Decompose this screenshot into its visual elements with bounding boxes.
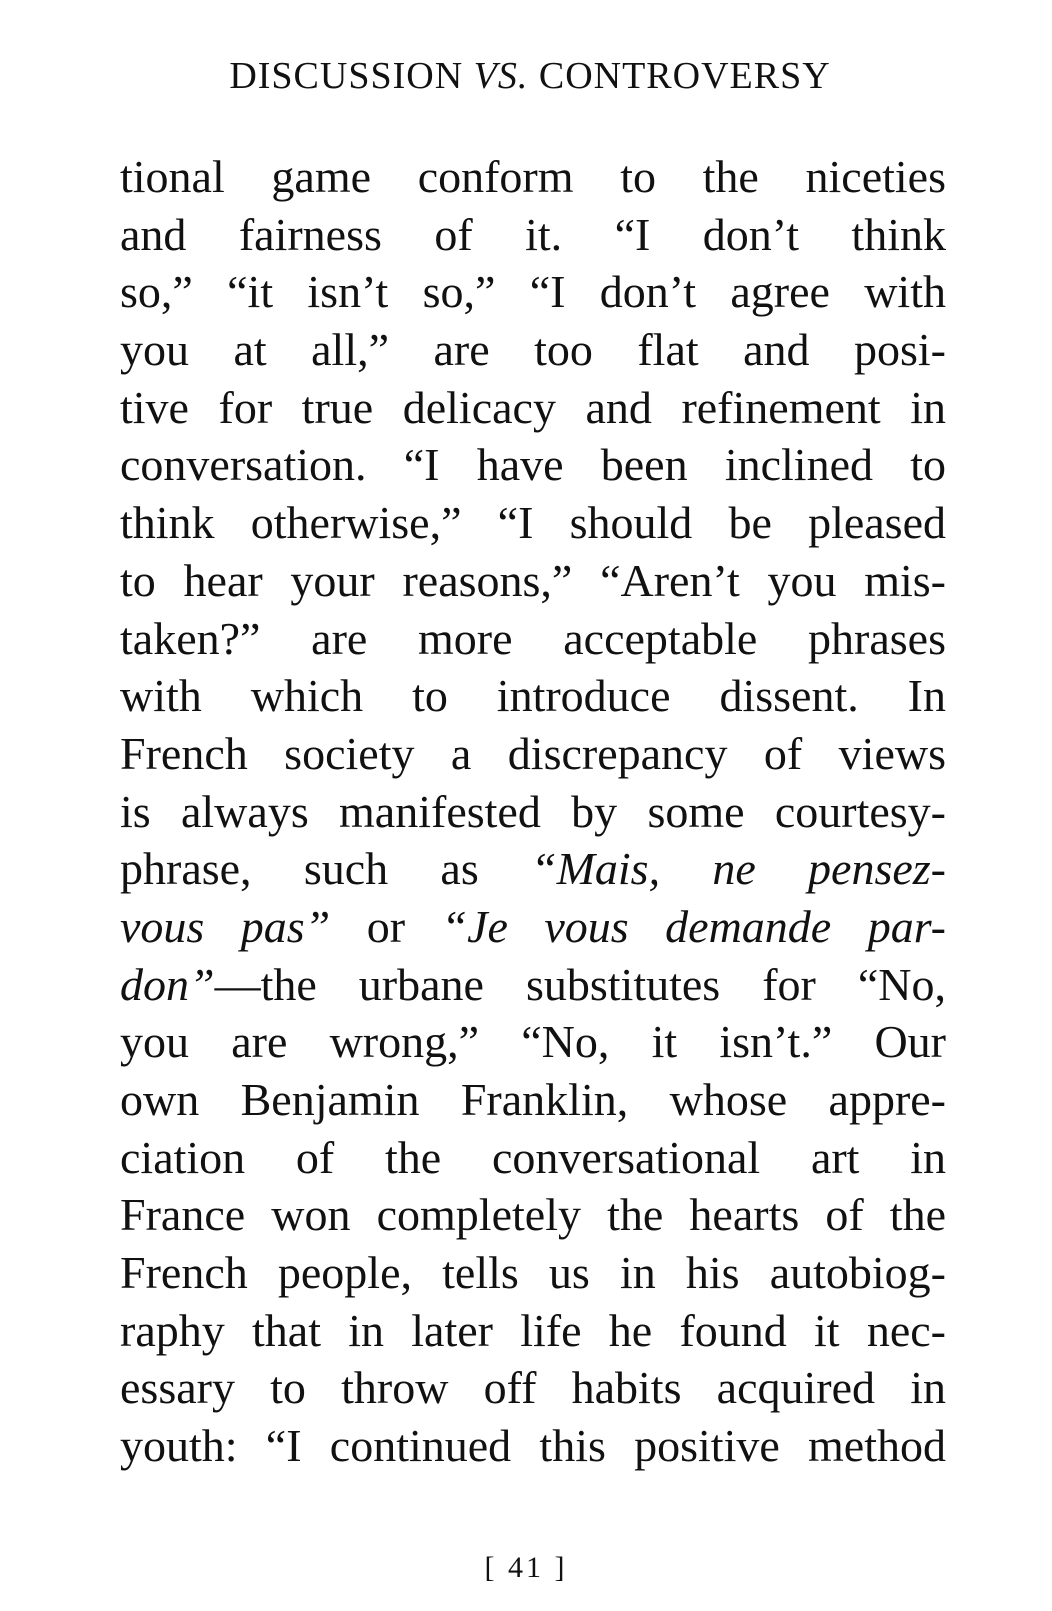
text-line-17: own Benjamin Franklin, whose appre- <box>120 1074 946 1125</box>
text-line-19: France won completely the hearts of the <box>120 1189 946 1241</box>
text-line-22: essary to throw off habits acquired in <box>120 1362 946 1414</box>
text-line-8: to hear your reasons,” “Aren’t you mis- <box>120 554 946 606</box>
text-line-9: taken?” are more acceptable phrases <box>120 612 946 664</box>
text-line-11: French society a discrepancy of views <box>120 727 946 779</box>
text-line-12: is always manifested by some courtesy- <box>120 785 946 837</box>
text-line-13-roman: phrase, such as <box>120 843 531 895</box>
text-line-16: you are wrong,” “No, it isn’t.” Our <box>120 1016 946 1068</box>
text-line-14-italic-1: vous pas” <box>120 900 331 952</box>
text-line-15-italic: don” <box>120 958 215 1010</box>
text-line-18: ciation of the conversational art in <box>120 1131 946 1183</box>
text-line-7: think otherwise,” “I should be pleased <box>120 497 946 549</box>
text-line-2: and fairness of it. “I don’t think <box>120 208 946 260</box>
running-head-part-2: VS. <box>473 55 529 97</box>
text-line-20: French people, tells us in his autobiog- <box>120 1247 946 1299</box>
text-line-14-italic-2: “Je vous demande par- <box>441 900 946 952</box>
running-head <box>120 46 940 106</box>
page-number: [ 41 ] <box>484 1551 568 1584</box>
text-line-10: with which to introduce dissent. In <box>120 670 946 722</box>
text-line-6: conversation. “I have been inclined to <box>120 439 946 491</box>
running-head-part-1: DISCUSSION <box>229 55 464 97</box>
text-line-14-roman: or <box>330 900 442 952</box>
text-line-4: you at all,” are too flat and posi- <box>120 324 946 376</box>
text-line-1: tional game conform to the niceties <box>120 151 946 202</box>
text-line-3: so,” “it isn’t so,” “I don’t agree with <box>120 266 946 318</box>
text-line-13 <box>120 840 946 898</box>
text-line-15 <box>120 956 946 1014</box>
text-line-13-italic: “Mais, ne pensez- <box>531 843 946 895</box>
text-line-21: raphy that in later life he found it nec- <box>120 1304 946 1356</box>
text-line-5: tive for true delicacy and refinement in <box>120 381 946 433</box>
text-line-15-roman: —the urbane substitutes for “No, <box>214 958 946 1010</box>
text-line-23: youth: “I continued this positive method <box>120 1420 946 1472</box>
running-head-part-3: CONTROVERSY <box>538 55 831 97</box>
body-text <box>120 148 946 1475</box>
text-line-14 <box>120 898 946 956</box>
